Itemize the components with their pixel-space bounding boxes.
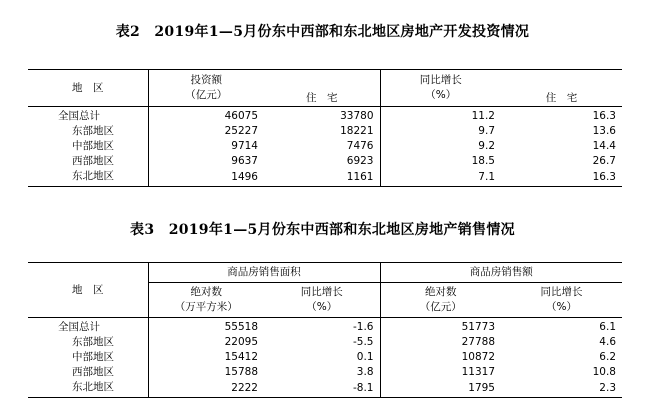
area-yoy-header [264,283,380,318]
sales-yoy-header [501,283,622,318]
area-group-header: 商品房销售面积 [148,263,380,283]
region-cell: 东北地区 [72,170,114,182]
investment-cell: 46075 [148,107,264,125]
residential-cell: 6923 [346,155,374,167]
residential-cell: 33780 [340,110,374,122]
yoy-residential-header: 住 宅 [501,70,622,107]
investment-unit: （亿元） [148,88,264,107]
table-row [28,318,622,336]
sales-yoy-cell: 2.3 [599,382,616,394]
table-row [28,365,622,380]
table-row [28,154,622,169]
region-cell: 中部地区 [72,351,114,363]
area-yoy-cell: 0.1 [356,351,374,363]
area-cell: 15412 [148,350,264,365]
yoy-residential-cell: 16.3 [592,171,616,183]
table3-title: 表3 2019年1—5月份东中西部和东北地区房地产销售情况 [130,222,515,238]
region-cell: 东部地区 [72,336,114,348]
table-row [28,169,622,187]
sales-table [28,262,622,398]
region-cell: 东北地区 [72,381,114,393]
yoy-cell: 9.2 [380,139,501,154]
table2-title: 表2 2019年1—5月份东中西部和东北地区房地产开发投资情况 [115,24,530,40]
yoy-cell: 11.2 [380,107,501,125]
yoy-cell: 18.5 [380,154,501,169]
residential-cell: 1161 [346,171,374,183]
sales-cell: 27788 [380,335,501,350]
table-row [28,107,622,125]
yoy-residential-cell: 16.3 [592,110,616,122]
area-abs-header [148,283,264,318]
sales-cell: 11317 [380,365,501,380]
sales-abs-unit: （亿元） [419,301,462,313]
area-abs-label: 绝对数 [190,286,222,298]
sales-yoy-cell: 6.1 [599,321,616,333]
sales-cell: 1795 [380,380,501,398]
region-cell: 中部地区 [72,140,114,152]
area-cell: 55518 [148,318,264,336]
sales-group-header: 商品房销售额 [380,263,622,283]
region-cell: 西部地区 [72,366,114,378]
residential-header: 住 宅 [264,70,380,107]
yoy-residential-cell: 26.7 [592,155,616,167]
area-cell: 22095 [148,335,264,350]
area-cell: 15788 [148,365,264,380]
area-abs-unit: （万平方米） [174,301,238,313]
region-cell: 全国总计 [58,321,100,333]
yoy-label: 同比增长 [419,74,462,86]
yoy-residential-cell: 13.6 [592,125,616,137]
area-yoy-cell: -1.6 [353,321,374,333]
region-cell: 东部地区 [72,125,114,137]
yoy-header [380,70,501,89]
investment-table [28,69,622,187]
sales-yoy-cell: 10.8 [592,366,616,378]
investment-cell: 9637 [148,154,264,169]
yoy-residential-cell: 14.4 [592,140,616,152]
investment-cell: 25227 [148,124,264,139]
yoy-unit: （%） [380,88,501,107]
region-header: 地 区 [28,70,148,107]
sales-cell: 51773 [380,318,501,336]
table-row [28,350,622,365]
region-cell: 西部地区 [72,155,114,167]
sales-yoy-unit: （%） [546,301,577,313]
sales-abs-label: 绝对数 [425,286,457,298]
residential-cell: 18221 [340,125,374,137]
area-yoy-cell: -8.1 [353,382,374,394]
table-row [28,335,622,350]
investment-cell: 1496 [148,169,264,187]
sales-abs-header [380,283,501,318]
area-cell: 2222 [148,380,264,398]
yoy-cell: 7.1 [380,169,501,187]
area-yoy-cell: -5.5 [353,336,374,348]
area-yoy-label: 同比增长 [300,286,343,298]
residential-cell: 7476 [346,140,374,152]
region-cell: 全国总计 [58,110,100,122]
sales-yoy-cell: 4.6 [599,336,616,348]
region-header: 地 区 [28,263,148,318]
table-row [28,139,622,154]
yoy-cell: 9.7 [380,124,501,139]
table-row [28,124,622,139]
area-yoy-unit: （%） [306,301,338,313]
investment-label: 投资额 [190,74,222,86]
sales-yoy-cell: 6.2 [599,351,616,363]
sales-cell: 10872 [380,350,501,365]
table-row [28,380,622,398]
investment-cell: 9714 [148,139,264,154]
sales-yoy-label: 同比增长 [540,286,583,298]
area-yoy-cell: 3.8 [356,366,374,378]
investment-header [148,70,264,89]
